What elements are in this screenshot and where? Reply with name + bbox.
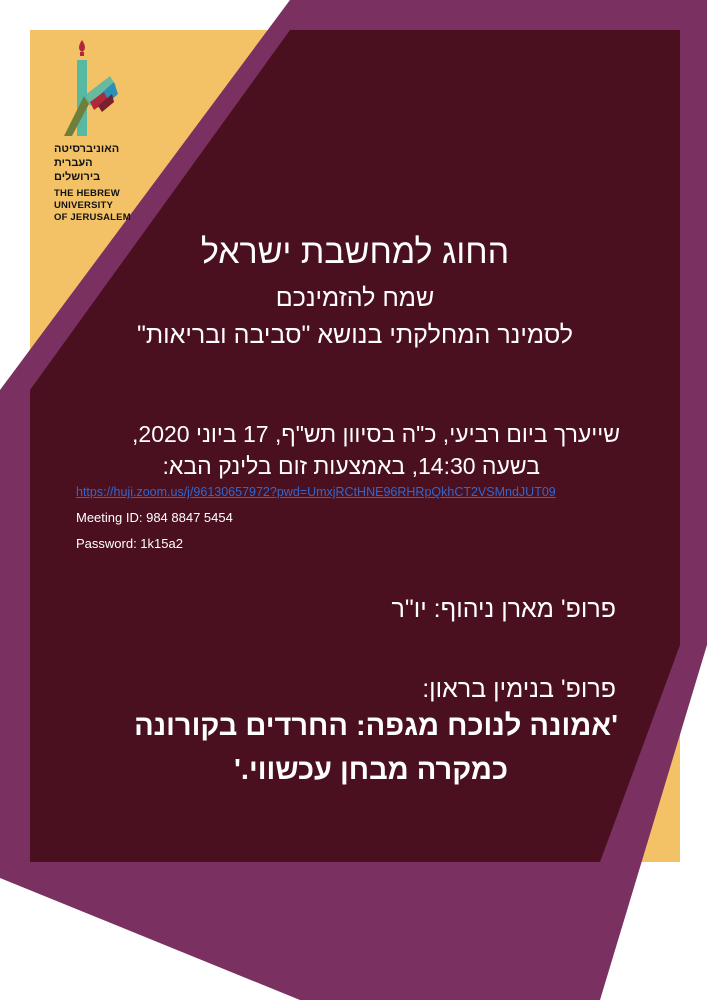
logo-english-name-line1: THE HEBREW (54, 188, 120, 199)
logo-english-name-line2: UNIVERSITY (54, 200, 114, 211)
meeting-id: Meeting ID: 984 8847 5454 (76, 510, 233, 525)
logo-hebrew-name-line1: האוניברסיטה (54, 143, 120, 155)
logo-hebrew-name-line2: העברית (54, 157, 93, 169)
seminar-topic-line: לסמינר המחלקתי בנושא "סביבה ובריאות" (137, 321, 573, 349)
university-logo (54, 36, 131, 223)
logo-hebrew-name-line3: בירושלים (54, 171, 101, 183)
event-time-line: בשעה 14:30, באמצעות זום בלינק הבא: (162, 453, 540, 479)
speaker-name: פרופ' בנימין בראון: (422, 675, 616, 703)
meeting-password: Password: 1k15a2 (76, 536, 183, 551)
event-date-line: שייערך ביום רביעי, כ"ה בסיוון תש"ף, 17 ביוני 2020, (132, 421, 620, 447)
lecture-title-line1: 'אמונה לנוכח מגפה: החרדים בקורונה (134, 710, 618, 742)
logo-english-name-line3: OF JERUSALEM (54, 212, 131, 223)
lecture-title-line2: כמקרה מבחן עכשווי.' (234, 754, 508, 786)
department-title: החוג למחשבת ישראל (200, 233, 510, 271)
hebrew-university-menorah-logo-icon (54, 36, 126, 136)
zoom-meeting-link[interactable]: https://huji.zoom.us/j/96130657972?pwd=UmxjRCtHNE96RHRpQkhCT2VSMndJUT09 (76, 485, 556, 499)
chair-line: פרופ' מארן ניהוף: יו"ר (391, 595, 616, 623)
invite-line: שמח להזמינכם (275, 284, 435, 312)
